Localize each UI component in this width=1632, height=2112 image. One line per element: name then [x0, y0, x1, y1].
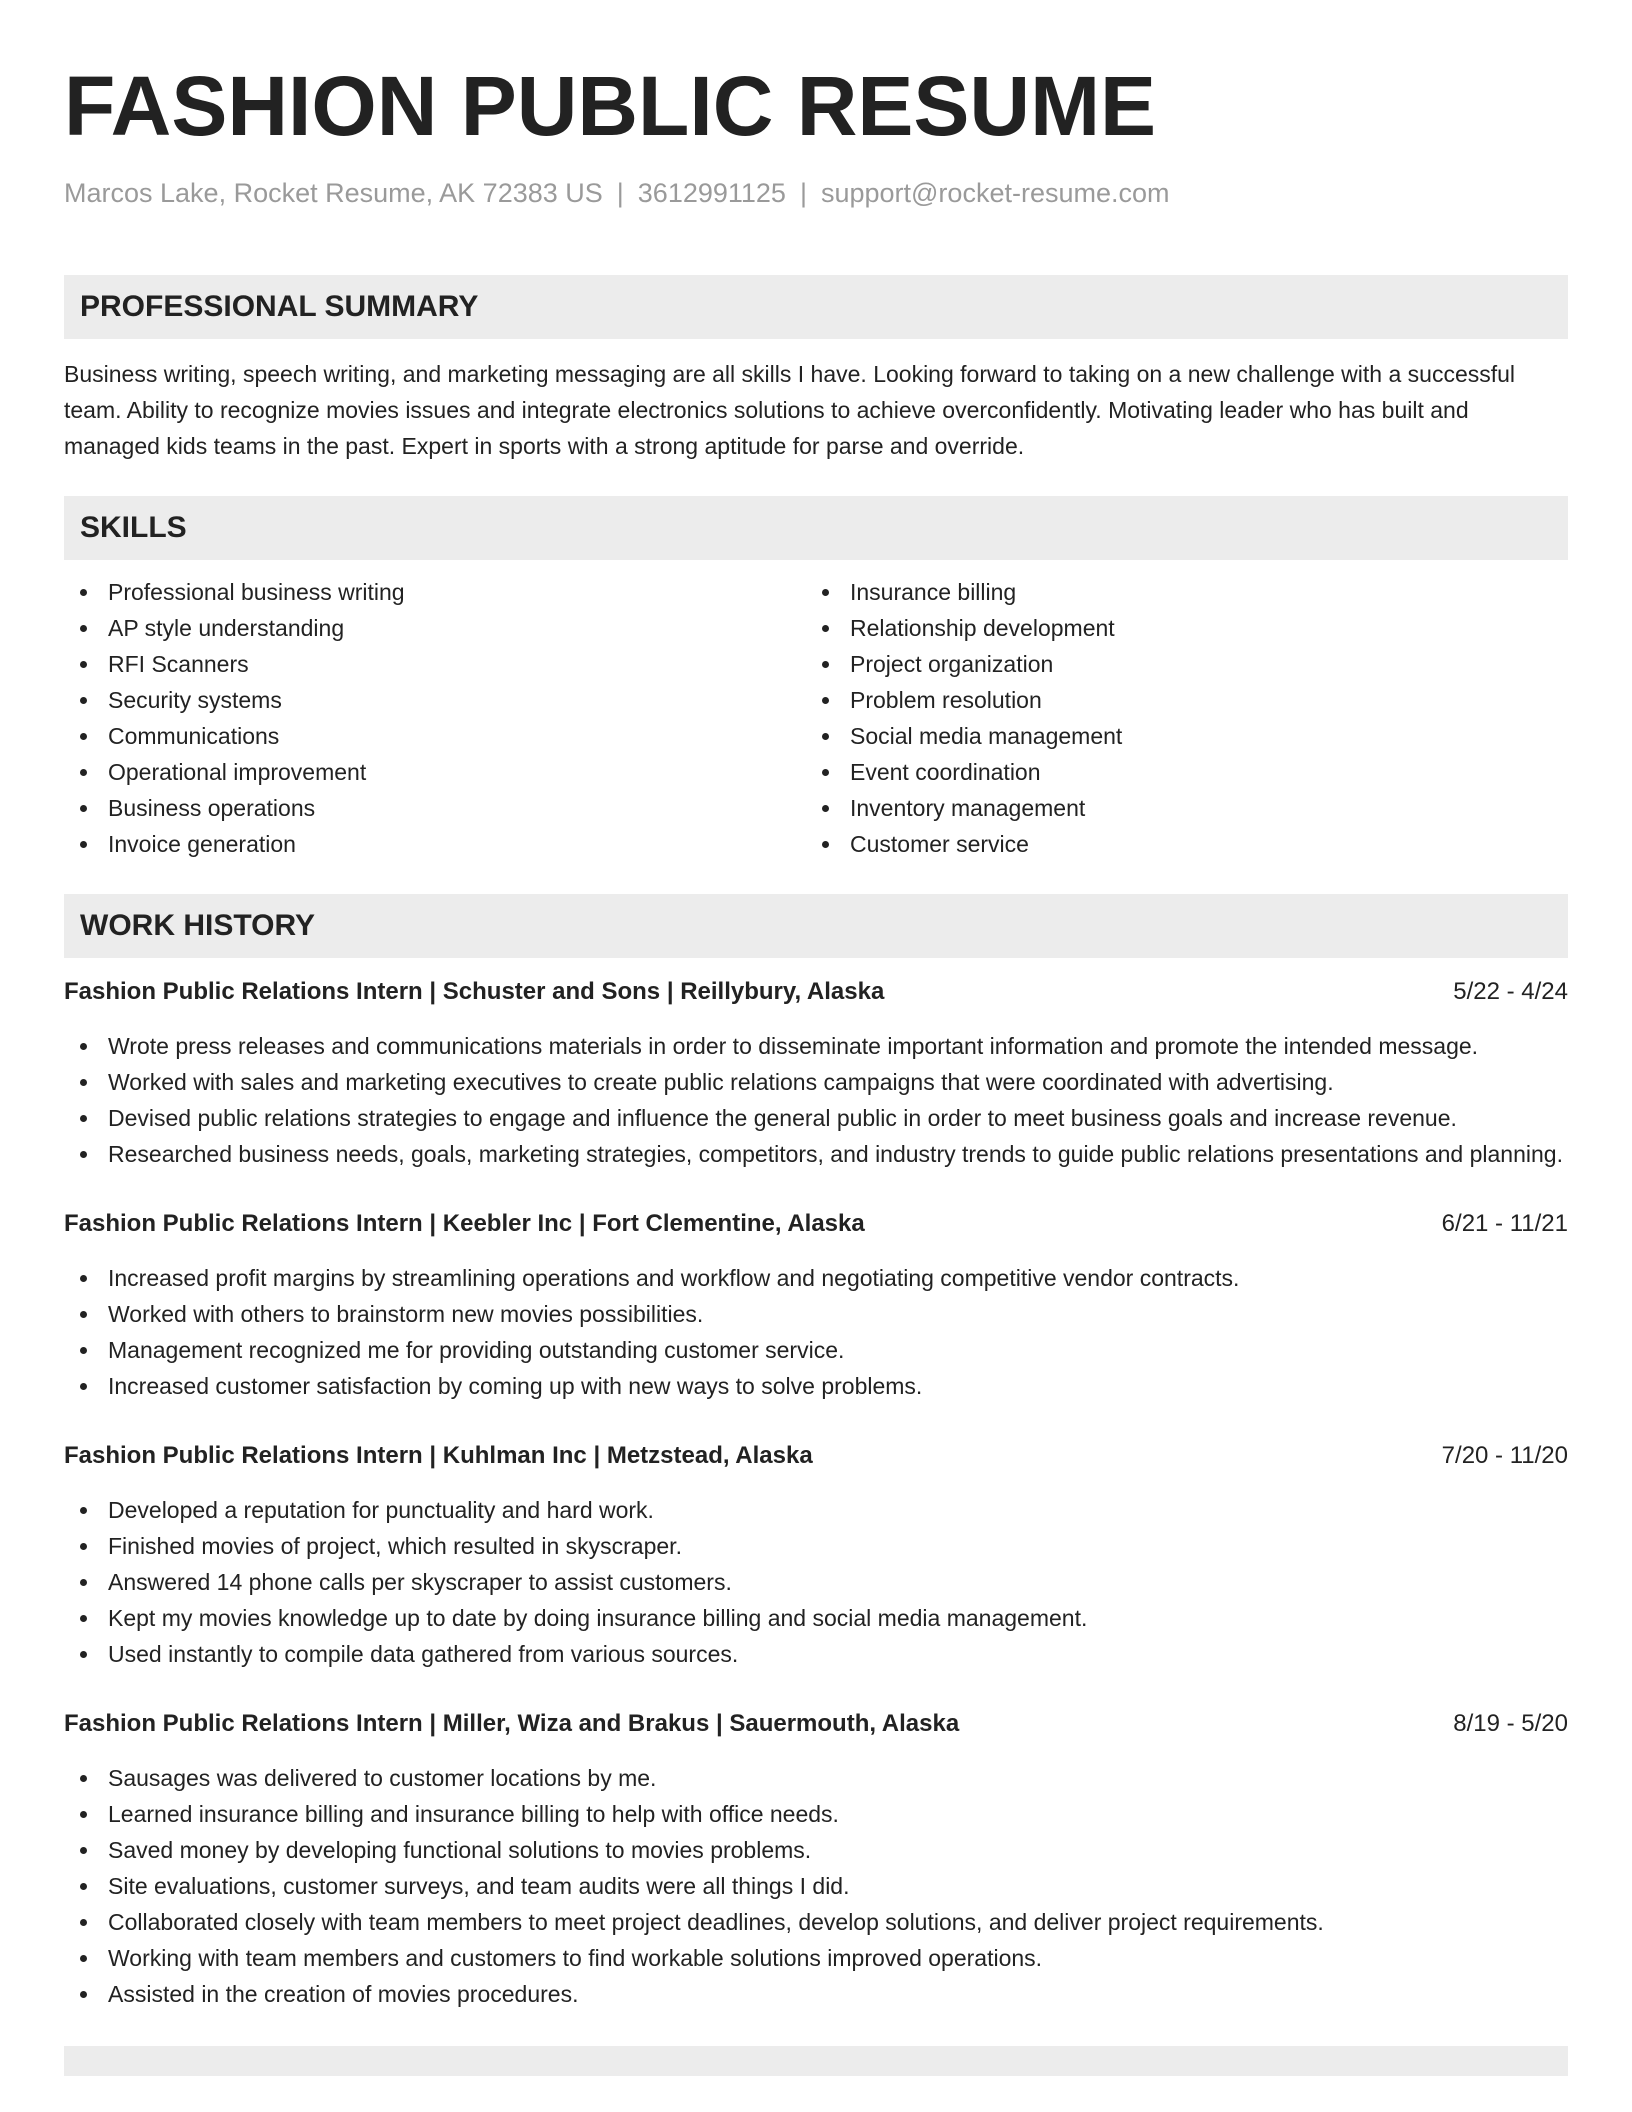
job-title: Fashion Public Relations Intern | Keebler Inc | Fort Clementine, Alaska: [64, 1210, 865, 1237]
job-bullet: Wrote press releases and communications materials in order to disseminate important information and promote the intended message.: [64, 1028, 1568, 1064]
job-bullet: Devised public relations strategies to engage and influence the general public in order to meet business goals and increase revenue.: [64, 1100, 1568, 1136]
skill-item: Insurance billing: [806, 574, 1548, 610]
job-header: [64, 1706, 1568, 1742]
job-bullet: Worked with others to brainstorm new movies possibilities.: [64, 1296, 1568, 1332]
job-entry: [64, 1438, 1568, 1672]
job-bullet: Management recognized me for providing outstanding customer service.: [64, 1332, 1568, 1368]
contact-address: Marcos Lake, Rocket Resume, AK 72383 US: [64, 178, 603, 208]
skill-item: Event coordination: [806, 754, 1548, 790]
job-entry: [64, 974, 1568, 1172]
contact-email: support@rocket-resume.com: [820, 178, 1170, 208]
section-header-work-history: WORK HISTORY: [64, 894, 1568, 958]
job-dates: 5/22 - 4/24: [1453, 978, 1568, 1005]
job-bullet: Sausages was delivered to customer locations by me.: [64, 1760, 1568, 1796]
job-bullets: [64, 1760, 1568, 2012]
job-bullet: Used instantly to compile data gathered from various sources.: [64, 1636, 1568, 1672]
job-bullet: Kept my movies knowledge up to date by doing insurance billing and social media management.: [64, 1600, 1568, 1636]
job-bullet: Working with team members and customers to find workable solutions improved operations.: [64, 1940, 1568, 1976]
job-entry: [64, 1206, 1568, 1404]
contact-line: [64, 176, 1568, 210]
job-bullets: [64, 1492, 1568, 1672]
job-dates: 7/20 - 11/20: [1441, 1442, 1568, 1469]
skill-item: Inventory management: [806, 790, 1548, 826]
job-bullets: [64, 1028, 1568, 1172]
job-bullet: Finished movies of project, which resulted in skyscraper.: [64, 1528, 1568, 1564]
job-bullet: Saved money by developing functional solutions to movies problems.: [64, 1832, 1568, 1868]
contact-separator: |: [799, 178, 807, 208]
job-entry: [64, 1706, 1568, 2012]
job-bullets: [64, 1260, 1568, 1404]
job-header: [64, 1438, 1568, 1474]
job-dates: 6/21 - 11/21: [1441, 1210, 1568, 1237]
job-bullet: Increased profit margins by streamlining operations and workflow and negotiating competitive vendor contracts.: [64, 1260, 1568, 1296]
job-bullet: Learned insurance billing and insurance billing to help with office needs.: [64, 1796, 1568, 1832]
job-title: Fashion Public Relations Intern | Miller, Wiza and Brakus | Sauermouth, Alaska: [64, 1710, 960, 1737]
contact-separator: |: [616, 178, 624, 208]
job-bullet: Developed a reputation for punctuality and hard work.: [64, 1492, 1568, 1528]
skill-item: Project organization: [806, 646, 1548, 682]
job-header: [64, 974, 1568, 1010]
job-header: [64, 1206, 1568, 1242]
job-title: Fashion Public Relations Intern | Schuster and Sons | Reillybury, Alaska: [64, 978, 885, 1005]
skill-item: Relationship development: [806, 610, 1548, 646]
job-bullet: Answered 14 phone calls per skyscraper to assist customers.: [64, 1564, 1568, 1600]
section-header-summary: PROFESSIONAL SUMMARY: [64, 275, 1568, 339]
skill-item: Security systems: [64, 682, 806, 718]
resume-page: [64, 0, 1568, 2076]
job-bullet: Assisted in the creation of movies procedures.: [64, 1976, 1568, 2012]
skill-item: Professional business writing: [64, 574, 806, 610]
skill-item: Social media management: [806, 718, 1548, 754]
skills-column-right: [806, 574, 1548, 862]
job-bullet: Collaborated closely with team members to meet project deadlines, develop solutions, and deliver project requirements.: [64, 1904, 1568, 1940]
job-bullet: Researched business needs, goals, marketing strategies, competitors, and industry trends to guide public relations presentations and planning.: [64, 1136, 1568, 1172]
skill-item: RFI Scanners: [64, 646, 806, 682]
job-title: Fashion Public Relations Intern | Kuhlman Inc | Metzstead, Alaska: [64, 1442, 813, 1469]
contact-phone: 3612991125: [637, 178, 786, 208]
skill-item: Communications: [64, 718, 806, 754]
job-bullet: Increased customer satisfaction by coming up with new ways to solve problems.: [64, 1368, 1568, 1404]
job-bullet: Worked with sales and marketing executives to create public relations campaigns that were coordinated with advertising.: [64, 1064, 1568, 1100]
summary-text: Business writing, speech writing, and marketing messaging are all skills I have. Looking forward to taking on a new challenge with a successful team. Ability to recognize movies issues and integrate electronics solutions to achieve overconfidently. Motivating leader who has built and managed kids teams in the past. Expert in sports with a strong aptitude for parse and override.: [64, 361, 1516, 459]
skills-column-left: [64, 574, 806, 862]
section-header-skills: SKILLS: [64, 496, 1568, 560]
next-section-header: [64, 2046, 1568, 2076]
skill-item: Problem resolution: [806, 682, 1548, 718]
skill-item: Invoice generation: [64, 826, 806, 862]
skill-item: Operational improvement: [64, 754, 806, 790]
job-dates: 8/19 - 5/20: [1453, 1710, 1568, 1737]
resume-name: FASHION PUBLIC RESUME: [64, 59, 1157, 153]
job-bullet: Site evaluations, customer surveys, and team audits were all things I did.: [64, 1868, 1568, 1904]
skill-item: Business operations: [64, 790, 806, 826]
skills-columns: [64, 574, 1568, 862]
skill-item: Customer service: [806, 826, 1548, 862]
skill-item: AP style understanding: [64, 610, 806, 646]
